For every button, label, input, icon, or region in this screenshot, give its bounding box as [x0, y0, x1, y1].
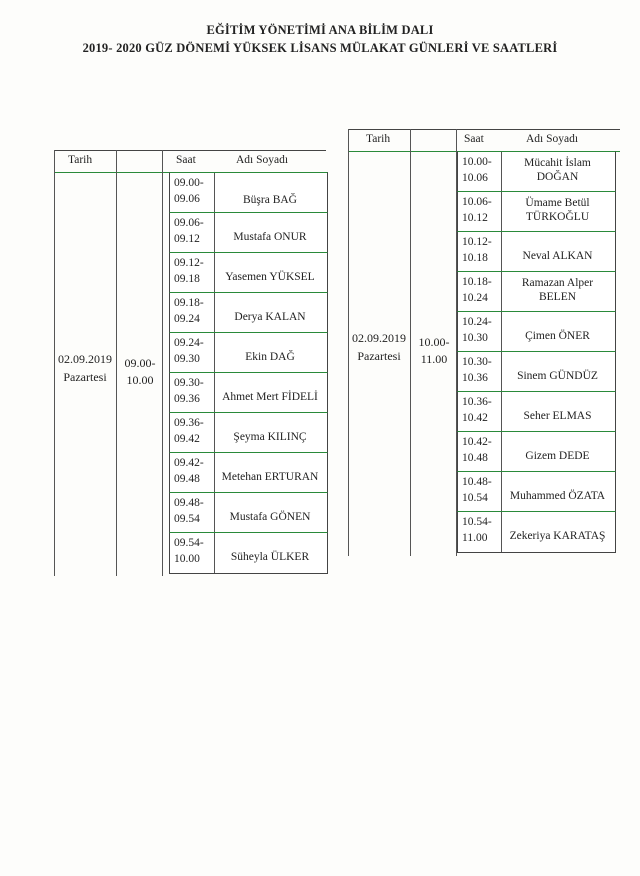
person-name: [215, 550, 325, 564]
document-subtitle: 2019- 2020 GÜZ DÖNEMİ YÜKSEK LİSANS MÜLAKAT GÜNLERİ VE SAATLERİ: [82, 41, 558, 55]
slot-time: [174, 415, 218, 447]
slot-time: [462, 194, 506, 226]
slot-time: [462, 394, 506, 426]
table-header: [54, 150, 326, 173]
table-row: [457, 351, 616, 393]
name-line: Gizem DEDE: [525, 450, 590, 462]
name-line: Derya KALAN: [234, 311, 306, 323]
table-row: [169, 412, 328, 454]
slot-start: 10.06-: [462, 196, 492, 208]
slot-start: 09.48-: [174, 497, 204, 509]
column-divider: [410, 129, 411, 556]
slot-end: 10.00: [174, 553, 200, 565]
slot-start: 09.42-: [174, 457, 204, 469]
slot-start: 09.18-: [174, 297, 204, 309]
person-name: [215, 193, 325, 207]
slot-start: 09.12-: [174, 257, 204, 269]
slot-start: 10.24-: [462, 316, 492, 328]
day-value: Pazartesi: [63, 370, 107, 384]
slot-time: [174, 495, 218, 527]
slot-end: 10.48: [462, 452, 488, 464]
table-row: [457, 231, 616, 273]
table-row: [169, 212, 328, 254]
column-divider: [162, 150, 163, 576]
col-tarih: Tarih: [366, 133, 391, 145]
table-row: [457, 511, 616, 553]
time-end: 10.00: [126, 373, 154, 387]
slot-time: [174, 335, 218, 367]
slot-time: [462, 274, 506, 306]
slot-start: 09.54-: [174, 537, 204, 549]
table-row: [169, 452, 328, 494]
person-name: [215, 270, 325, 284]
table-row: [169, 332, 328, 374]
slot-start: 10.00-: [462, 156, 492, 168]
name-line: DOĞAN: [536, 171, 579, 183]
slot-time: [462, 154, 506, 186]
slot-start: 10.18-: [462, 276, 492, 288]
name-line: Neval ALKAN: [522, 250, 593, 262]
slot-start: 10.42-: [462, 436, 492, 448]
person-name: [502, 489, 613, 503]
slot-start: 09.24-: [174, 337, 204, 349]
time-range-cell: [118, 355, 162, 389]
col-tarih: Tarih: [68, 154, 93, 166]
slot-end: 10.06: [462, 172, 488, 184]
date-value: 02.09.2019: [58, 352, 112, 366]
person-name: [502, 449, 613, 463]
slot-time: [174, 535, 218, 567]
person-name: [502, 529, 613, 543]
person-name: [502, 249, 613, 263]
col-saat: Saat: [176, 154, 196, 166]
table-header: [348, 129, 620, 152]
name-line: BELEN: [538, 291, 577, 303]
slot-end: 10.42: [462, 412, 488, 424]
table-row: [169, 252, 328, 294]
slot-time: [174, 255, 218, 287]
slot-start: 10.54-: [462, 516, 492, 528]
name-line: Ahmet Mert FİDELİ: [222, 391, 318, 403]
table-row: [457, 311, 616, 353]
name-line: Mustafa GÖNEN: [229, 511, 311, 523]
person-name: [502, 156, 613, 184]
name-line: Yasemen YÜKSEL: [225, 271, 315, 283]
slot-start: 10.30-: [462, 356, 492, 368]
slot-time: [174, 295, 218, 327]
slot-start: 09.00-: [174, 177, 204, 189]
col-adi-soyadi: Adı Soyadı: [236, 154, 289, 166]
col-adi-soyadi: Adı Soyadı: [526, 133, 579, 145]
slot-start: 09.06-: [174, 217, 204, 229]
slot-time: [174, 175, 218, 207]
table-row: [457, 431, 616, 473]
table-row: [169, 372, 328, 414]
person-name: [502, 329, 613, 343]
person-name: [215, 430, 325, 444]
slot-end: 09.24: [174, 313, 200, 325]
name-line: Muhammed ÖZATA: [509, 490, 606, 502]
time-range-cell: [412, 334, 456, 368]
name-line: Mücahit İslam: [524, 157, 591, 169]
table-row: [457, 271, 616, 313]
table-row: [457, 391, 616, 433]
person-name: [502, 409, 613, 423]
date-cell: [54, 350, 116, 386]
slot-end: 09.18: [174, 273, 200, 285]
name-line: Ekin DAĞ: [245, 351, 295, 363]
slot-time: [462, 354, 506, 386]
table-row: [457, 191, 616, 233]
table-row: [457, 471, 616, 513]
slot-end: 09.30: [174, 353, 200, 365]
slot-time: [462, 434, 506, 466]
slot-time: [174, 375, 218, 407]
date-value: 02.09.2019: [352, 331, 406, 345]
slot-end: 10.24: [462, 292, 488, 304]
time-start: 09.00-: [124, 356, 156, 370]
slot-end: 10.18: [462, 252, 488, 264]
slot-end: 09.48: [174, 473, 200, 485]
slot-time: [174, 215, 218, 247]
time-end: 11.00: [420, 352, 448, 366]
slot-end: 09.54: [174, 513, 200, 525]
name-line: TÜRKOĞLU: [525, 211, 590, 223]
column-divider: [116, 150, 117, 576]
slot-end: 11.00: [462, 532, 488, 544]
person-name: [215, 470, 325, 484]
slot-end: 10.54: [462, 492, 488, 504]
name-line: Sinem GÜNDÜZ: [517, 370, 598, 382]
table-row: [169, 292, 328, 334]
document-title: EĞİTİM YÖNETİMİ ANA BİLİM DALI: [206, 23, 434, 37]
slot-start: 10.48-: [462, 476, 492, 488]
table-row: [169, 492, 328, 534]
day-value: Pazartesi: [357, 349, 401, 363]
name-line: Seher ELMAS: [523, 410, 592, 422]
name-line: Süheyla ÜLKER: [230, 551, 310, 563]
name-line: Ümame Betül: [525, 197, 590, 209]
slot-start: 09.30-: [174, 377, 204, 389]
time-start: 10.00-: [418, 335, 450, 349]
name-line: Mustafa ONUR: [233, 231, 307, 243]
name-line: Şeyma KILINÇ: [233, 431, 307, 443]
name-line: Çimen ÖNER: [525, 330, 590, 342]
slot-start: 10.36-: [462, 396, 492, 408]
slot-time: [462, 514, 506, 546]
name-line: Metehan ERTURAN: [221, 471, 319, 483]
slot-time: [174, 455, 218, 487]
name-line: Ramazan Alper: [521, 277, 594, 289]
slot-time: [462, 234, 506, 266]
person-name: [215, 390, 325, 404]
slot-end: 09.36: [174, 393, 200, 405]
table-row: [169, 532, 328, 574]
table-row: [169, 172, 328, 214]
name-line: Zekeriya KARATAŞ: [509, 530, 606, 542]
slot-end: 09.12: [174, 233, 200, 245]
name-line: Büşra BAĞ: [243, 194, 297, 206]
slot-time: [462, 314, 506, 346]
slot-start: 09.36-: [174, 417, 204, 429]
person-name: [502, 196, 613, 224]
person-name: [215, 230, 325, 244]
col-saat: Saat: [464, 133, 484, 145]
person-name: [502, 369, 613, 383]
slot-end: 09.42: [174, 433, 200, 445]
person-name: [215, 510, 325, 524]
slot-time: [462, 474, 506, 506]
slot-end: 09.06: [174, 193, 200, 205]
slot-end: 10.30: [462, 332, 488, 344]
date-cell: [348, 329, 410, 365]
table-row: [457, 151, 616, 193]
slot-start: 10.12-: [462, 236, 492, 248]
person-name: [502, 276, 613, 304]
slot-end: 10.12: [462, 212, 488, 224]
person-name: [215, 350, 325, 364]
person-name: [215, 310, 325, 324]
slot-end: 10.36: [462, 372, 488, 384]
